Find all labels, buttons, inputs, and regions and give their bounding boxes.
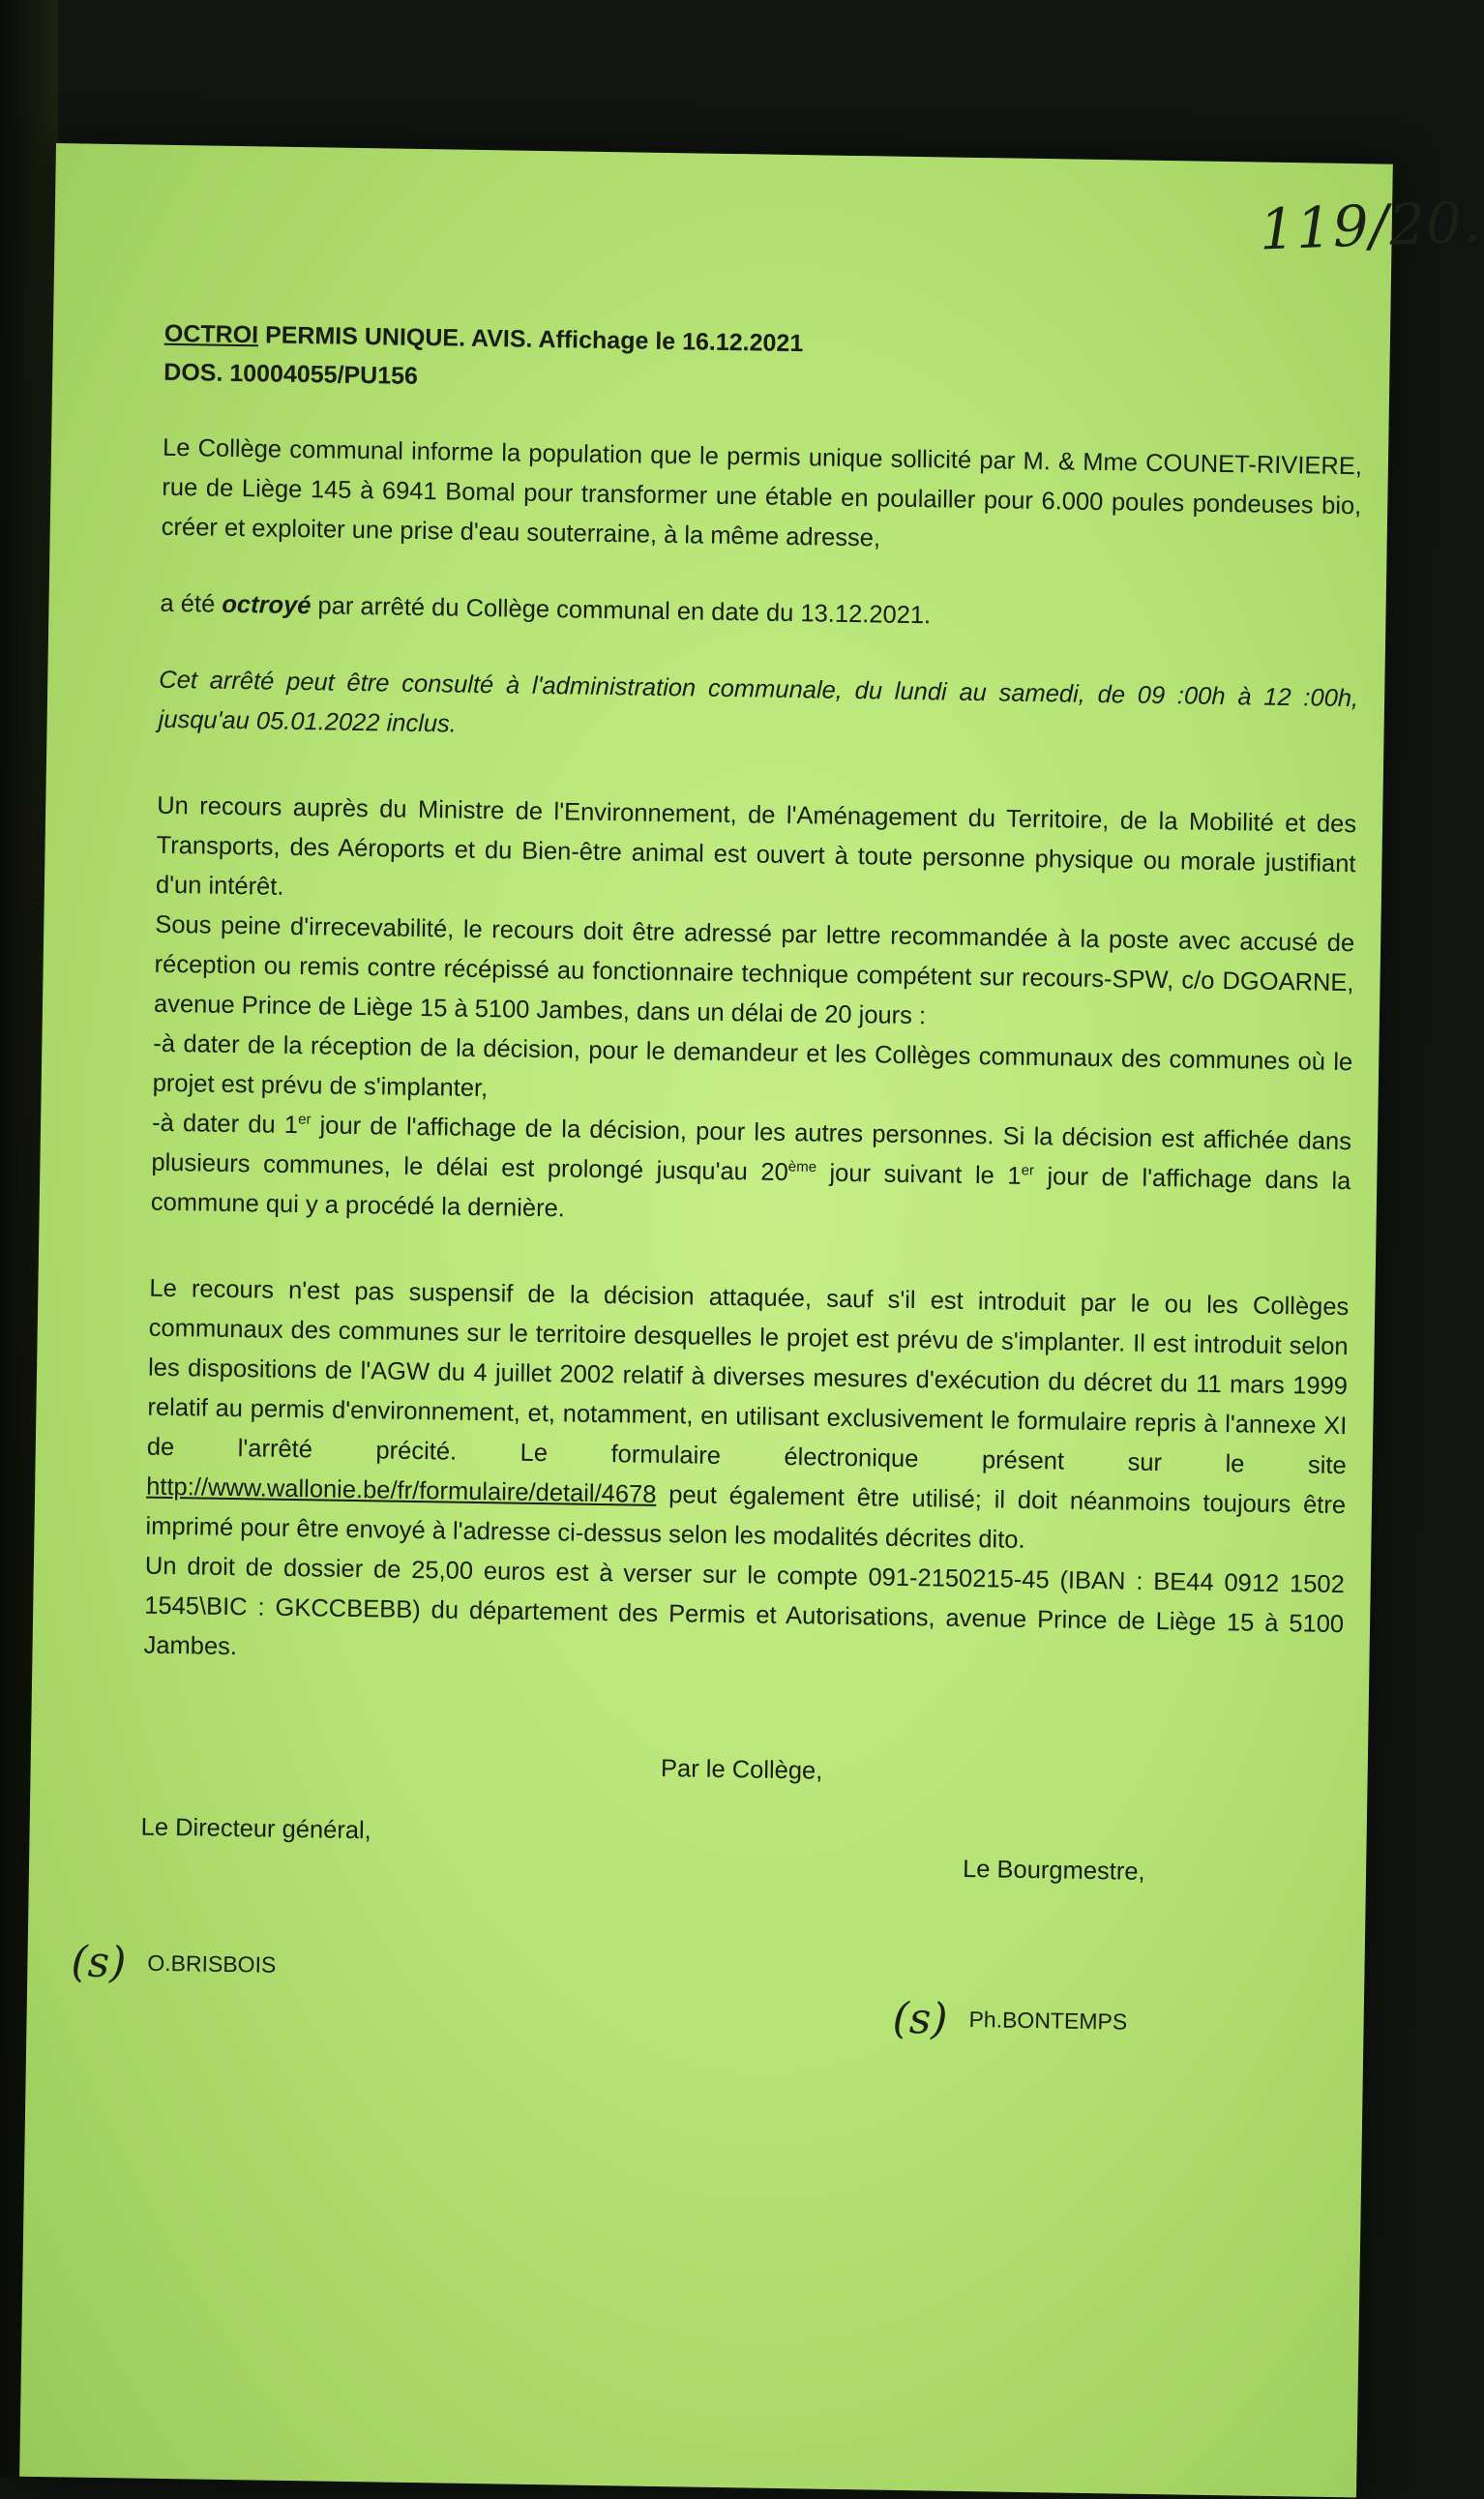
director-name: O.BRISBOIS <box>147 1949 277 1978</box>
procedure-paragraph-2: Un droit de dossier de 25,00 euros est à verser sur le compte 091-2150215-45 (IBAN : BE44 0912 1502 1545\BIC : GKCCBEBB) du département des Permis et Autorisations, avenue Prince de Liège 15 à 5100 Jambes. <box>143 1552 1345 1661</box>
granted-word: octroyé <box>222 590 312 620</box>
signed-by-college: Par le Collège, <box>660 1755 823 1785</box>
octroi-label: OCTROI <box>163 319 259 349</box>
director-title: Le Directeur général, <box>140 1813 372 1845</box>
notice-document <box>19 143 1483 2497</box>
title-rest: PERMIS UNIQUE. AVIS. Affichage le 16.12.2021 <box>257 321 804 358</box>
appeal-p4-a: -à dater du 1 <box>151 1109 299 1140</box>
director-signature <box>71 1937 277 1988</box>
procedure-p1-b: peut également être utilisé; il doit néanmoins toujours être imprimé pour être envoyé à l'adresse ci-dessus selon les modalités décrites dito. <box>145 1480 1347 1554</box>
appeal-paragraph-2: Sous peine d'irrecevabilité, le recours doit être adressé par lettre recommandée à la poste avec accusé de réception ou remis contre récépissé au fonctionnaire technique compétent sur recours-SPW, c/o DGOARNE, avenue Prince de Liège 15 à 5100 Jambes, dans un délai de 20 jours : <box>153 910 1355 1030</box>
dossier-number: DOS. 10004055/PU156 <box>163 358 419 390</box>
consultation-paragraph: Cet arrêté peut être consulté à l'administration communale, du lundi au samedi, de 09 :00h à 12 :00h, jusqu'au 05.01.2022 inclus. <box>158 666 1359 738</box>
appeal-p4-d: jour de l'affichage dans la commune qui y a procédé la dernière. <box>150 1163 1351 1223</box>
procedure-paragraph-1 <box>145 1269 1349 1565</box>
signed-mark-left: (s) <box>71 1937 127 1988</box>
appeal-paragraph-4 <box>150 1104 1351 1241</box>
mayor-title: Le Bourgmestre, <box>962 1855 1145 1886</box>
procedure-p1-a: Le recours n'est pas suspensif de la décision attaquée, sauf s'il est introduit par le ou les Collèges communaux des communes sur le territoire desquelles le projet est prévu de s'implanter. Il est introduit selon les dispositions de l'AGW du 4 juillet 2002 relatif à diverses mesures d'exécution du décret du 11 mars 1999 relatif au permis d'environnement, et, notamment, en utilisant exclusivement le formulaire repris à l'annexe XI de l'arrêté précité. Le formulaire électronique présent sur le site <box>146 1274 1350 1480</box>
form-link[interactable]: http://www.wallonie.be/fr/formulaire/detail/4678 <box>145 1473 657 1508</box>
appeal-p4-b: jour de l'affichage de la décision, pour les autres personnes. Si la décision est affichée dans plusieurs communes, le délai est prolongé jusqu'au 20 <box>151 1112 1352 1187</box>
signed-mark-right: (s) <box>892 1993 948 2044</box>
intro-paragraph: Le Collège communal informe la population que le permis unique sollicité par M. & Mme COUNET-RIVIERE, rue de Liège 145 à 6941 Bomal pour transformer une étable en poulailler pour 6.000 poules pondeuses bio, créer et exploiter une prise d'eau souterraine, à la même adresse, <box>161 433 1363 552</box>
mayor-signature <box>892 1993 1128 2044</box>
appeal-p4-c: jour suivant le 1 <box>816 1159 1022 1190</box>
granted-before: a été <box>160 589 223 618</box>
document-body <box>71 314 1364 2097</box>
appeal-paragraph-3: -à dater de la réception de la décision, pour le demandeur et les Collèges communaux des communes où le projet est prévu de s'implanter, <box>152 1029 1353 1103</box>
mayor-name: Ph.BONTEMPS <box>968 2007 1128 2035</box>
sup-er-2: er <box>1021 1162 1035 1179</box>
appeal-paragraph-1: Un recours auprès du Ministre de l'Environnement, de l'Aménagement du Territoire, de la Mobilité et des Transports, des Aéroports et du Bien-être animal est ouvert à toute personne physique ou morale justifiant d'un intérêt. <box>155 791 1357 901</box>
sup-er-1: er <box>298 1111 312 1128</box>
signature-names <box>71 1937 1339 2097</box>
sup-eme: ème <box>787 1158 817 1175</box>
handwritten-page-note: 119/20. <box>1258 189 1483 263</box>
granted-after: par arrêté du Collège communal en date du 13.12.2021. <box>311 592 932 630</box>
